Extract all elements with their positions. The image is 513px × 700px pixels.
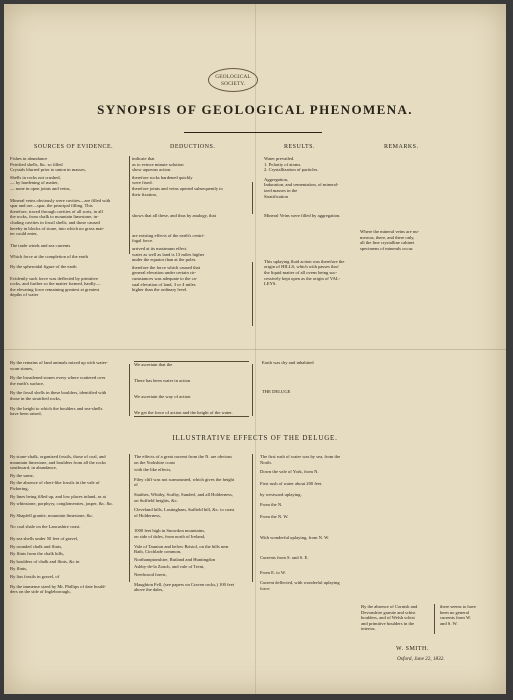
text-line: Northamptonshire, Rutland and Huntingdon: [134, 556, 216, 562]
text-line: cumstances was adequate to the ca-: [132, 276, 198, 281]
text-line: there seems to have: [440, 604, 477, 609]
text-line: indicate that: [132, 156, 155, 161]
text-line: Current deflected, with wonderful uplaying: [260, 580, 340, 585]
text-line: boulders, and of Welsh schist: [361, 615, 415, 621]
text-line: Down the vale of York, from N.: [260, 469, 319, 475]
text-line: depths of water: [10, 292, 39, 298]
page-title: SYNOPSIS OF GEOLOGICAL PHENOMENA.: [97, 102, 413, 117]
text-line: The first rush of water was by sea, from the: [260, 454, 341, 459]
text-line: worn stones,: [10, 365, 34, 371]
text-line: By flints from the chalk hills,: [10, 551, 65, 557]
text-line: Crystals blurred prior to union in masses,: [10, 167, 86, 173]
text-line: the earth's surface,: [10, 380, 45, 386]
text-line: shows that all these, and thus by analogy, that: [132, 213, 216, 219]
text-line: of: [134, 482, 138, 488]
signature: W. SMITH.: [396, 646, 429, 652]
text-line: From E. to W.: [260, 570, 286, 576]
text-line: general elevation under certain cir-: [132, 270, 197, 276]
text-line: show aqueous action.: [132, 167, 172, 173]
text-line: From the N.: [260, 502, 283, 507]
text-line: above the dales,: [134, 587, 164, 593]
text-line: mountain limestone, and boulders from all the rocks: [10, 459, 106, 465]
text-line: arrived at its maximum effect.: [132, 246, 188, 251]
text-line: No coal shale on the Lancashire coast.: [10, 524, 81, 530]
text-line: the liquid matter of all ovens being suc-: [264, 270, 338, 275]
brace-line: [252, 182, 253, 214]
header-sources: SOURCES OF EVIDENCE.: [34, 144, 114, 150]
text-line: By rounded chalk and flints,: [10, 543, 63, 549]
text-line: sual elevation of land, 3 or 4 miles: [132, 281, 196, 287]
text-line: Fishes in abundance: [10, 156, 48, 161]
library-stamp: [208, 68, 258, 92]
title-rule: [184, 132, 322, 133]
text-line: therefore, traced through cavities of all sorts, in all: [10, 208, 103, 214]
brace-line: [129, 454, 130, 582]
text-line: cluding cavities in fossil shells, and those caused: [10, 220, 100, 225]
text-line: Mineral Veins were filled by aggregation.: [264, 213, 341, 219]
text-line: Aggregation,: [264, 176, 289, 182]
text-line: ized masses in the: [264, 188, 298, 193]
stamp-line: GEOLOGICAL: [215, 74, 251, 80]
text-line: By the height to which the boulders and sea-shells: [10, 405, 103, 411]
text-line: on the Yorkshire coast: [134, 459, 175, 465]
text-line: Staithes, Whitby, Scalby, Sunderl, and all Holderness,: [134, 492, 233, 497]
text-line: There has been water in action: [134, 378, 191, 383]
text-line: Pickering,: [10, 486, 29, 491]
text-line: By the same,: [10, 472, 34, 478]
text-line: The effects of a great current from the N. are obvious: [134, 454, 233, 459]
text-line: currents from W.: [440, 615, 472, 621]
brace-line: [434, 604, 435, 634]
text-line: By the remains of land animals mixed up with water-: [10, 360, 108, 365]
text-line: By whinstone, porphyry, conglomerates, jasper, &c. &c.: [10, 501, 114, 507]
document-sheet: [4, 4, 506, 694]
text-line: First rush of water about 200 feet.: [260, 480, 323, 486]
text-line: southward, in abundance,: [10, 465, 57, 471]
text-line: interior,: [361, 626, 376, 632]
text-line: Devonshire granite and schist: [361, 609, 416, 615]
text-line: By boulders of chalk and flints, &c in: [10, 558, 80, 564]
text-line: cessively kept open as the origin of VAL-: [264, 275, 341, 281]
text-line: and primitive boulders in the: [361, 620, 415, 626]
text-line: have been raised,: [10, 411, 42, 417]
text-line: 2. Crystallization of particles.: [264, 167, 319, 173]
text-line: under the equator than at the poles.: [132, 257, 197, 263]
text-line: Induration, and cementation, of mineral-: [264, 182, 339, 188]
text-line: Where the mineral veins are nu-: [360, 229, 420, 234]
text-line: By the immense sized by Mr. Phillips of date bould-: [10, 583, 106, 589]
text-line: are existing effects of the earth's centri-: [132, 232, 205, 238]
text-line: therefore joints and veins opened subsequently to: [132, 186, 223, 191]
text-line: 1000 feet high in Snowdon mountains,: [134, 528, 206, 534]
text-line: By lines being filled up, and low places inland, as at: [10, 493, 106, 499]
text-line: Maughton Fell, (see papers on Craven rocks,) 100 feet: [134, 581, 235, 587]
text-line: Petrified shells, &c. so filled: [10, 161, 63, 167]
text-line: hereby in blocks of stone, into which no gross mat-: [10, 225, 105, 231]
text-line: By Shapfell granite, mountain limestone, &c.: [10, 512, 94, 518]
text-line: Vale of Taunton and below Bristol, on the hills near: [134, 543, 229, 549]
text-line: By the spheroidal figure of the earth: [10, 264, 77, 269]
brace-line: [129, 364, 130, 416]
text-line: spar and ore—spar, the principal filling. This: [10, 203, 93, 209]
text-line: Earth was dry and inhabited: [262, 360, 314, 365]
text-line: Needwood forest,: [134, 572, 167, 577]
text-line: those in the stratified rocks,: [10, 396, 61, 401]
text-line: Which force at the completion of the earth: [10, 254, 88, 260]
brace-line: [252, 262, 253, 326]
text-line: This uplaying fluid action was therefore the: [264, 258, 345, 264]
text-line: fugal force.: [132, 238, 154, 244]
text-line: Shells in rocks not crushed,: [10, 174, 61, 180]
text-line: Currents from S. and S. E.: [260, 554, 309, 560]
text-line: By sea shells under 50 feet of gravel,: [10, 536, 79, 541]
text-line: and S. W.: [440, 620, 458, 626]
text-line: We ascertain the way of action: [134, 394, 191, 399]
header-remarks: REMARKS.: [384, 144, 419, 150]
text-line: Evidently such force was deflected by primitive: [10, 275, 99, 281]
brace-line: [129, 156, 130, 254]
text-line: Cleveland hills, Lastingham, Suffield hill, &c. to coast: [134, 507, 235, 513]
header-results: RESULTS.: [284, 144, 315, 150]
text-line: By stone-chalk, organized fossils, those of coal, and: [10, 454, 106, 459]
text-line: ders on the side of Ingleborough,: [10, 589, 71, 595]
stamp-line: SOCIETY.: [221, 81, 245, 87]
text-line: specimens of minerals occur.: [360, 245, 414, 251]
text-line: the elevating force remaining greatest at greatest: [10, 286, 100, 292]
text-line: By flints,: [10, 566, 28, 572]
text-line: THE DELUGE: [262, 389, 291, 394]
text-line: their fixation,: [132, 191, 158, 197]
text-line: LEYS.: [264, 281, 277, 287]
text-line: ter could enter,: [10, 231, 38, 237]
text-line: Ashby-de-la Zouch, and vale of Trent,: [134, 564, 205, 570]
text-line: the rocks, from chalk to mountain limestone, in-: [10, 214, 99, 220]
text-line: with the like effects,: [134, 467, 172, 473]
text-line: as to evince minute solution: [132, 161, 184, 167]
date-line: Oxford, June 22, 1832.: [397, 656, 445, 662]
text-line: Water prevailed.: [264, 156, 295, 161]
text-line: By the absence of Cornish and: [361, 604, 418, 609]
text-line: Stratification: [264, 193, 288, 199]
text-line: From the N. W.: [260, 513, 289, 519]
text-line: force.: [260, 585, 271, 591]
text-line: By the fossil shells in these boulders, identified with: [10, 390, 107, 396]
text-line: By the broadened stones every where scattered over: [10, 375, 106, 381]
text-line: The trade winds and sea currents: [10, 242, 71, 248]
text-line: water as well as land is 13 miles higher: [132, 251, 205, 257]
row-rule: [134, 416, 249, 417]
text-line: By lias fossils in gravel, of: [10, 574, 60, 579]
text-line: Filey cliff was not surmounted, which gives the height: [134, 476, 235, 482]
text-line: North.: [260, 459, 272, 465]
text-line: Mineral veins obviously were cavities—are filled with: [10, 197, 111, 203]
text-line: by westward uplaying.: [260, 492, 302, 498]
text-line: on side of dales, from north of Ireland,: [134, 534, 206, 539]
text-line: merous, there, and there only,: [360, 234, 415, 240]
header-deductions: DEDUCTIONS.: [170, 144, 216, 150]
text-line: all the fine crystalline cabinet: [360, 240, 415, 246]
text-line: With wonderful uplaying, from N. W.: [260, 535, 330, 541]
text-line: Bath, Circhlade common,: [134, 549, 182, 555]
brace-line: [252, 454, 253, 582]
text-line: — none in open joints and veins,: [10, 186, 71, 191]
text-line: on Suffield heights, &c.: [134, 497, 178, 503]
section-title: ILLUSTRATIVE EFFECTS OF THE DELUGE.: [172, 434, 338, 442]
text-line: therefore rocks hardened quickly: [132, 174, 193, 180]
text-line: We get the force of action and the height of the water.: [134, 410, 233, 415]
text-line: origin of HILLS, which with passes thro': [264, 264, 340, 270]
brace-line: [252, 364, 253, 416]
text-line: been no general: [440, 609, 470, 615]
text-line: By the absence of chert-like fossils in the vale of: [10, 480, 100, 486]
text-line: were fixed.: [132, 180, 153, 186]
text-line: of Holderness,: [134, 512, 161, 518]
text-line: We ascertain that the: [134, 362, 173, 367]
text-line: rocks, and further so the matter formed, hardly—: [10, 281, 101, 287]
text-line: — by hardening of matter,: [10, 180, 59, 186]
text-line: 1. Polarity of atoms.: [264, 161, 302, 167]
text-line: higher than the ordinary level.: [132, 287, 188, 293]
text-line: therefore the force which caused that: [132, 264, 200, 270]
